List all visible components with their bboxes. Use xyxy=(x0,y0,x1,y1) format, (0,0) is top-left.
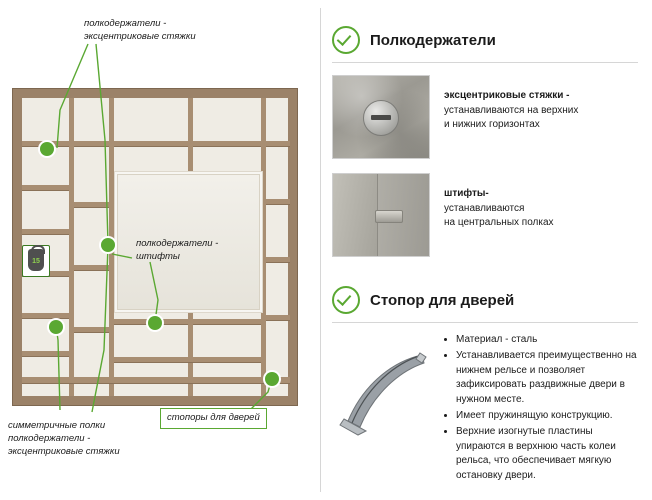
section1-divider xyxy=(332,62,638,63)
door-stopper-icon xyxy=(334,343,430,439)
info-panel xyxy=(332,0,648,500)
shelf xyxy=(266,315,290,320)
wardrobe-diagram-panel xyxy=(0,0,318,500)
check-circle-icon xyxy=(332,286,360,314)
callout-bottom-left-line1: симметричные полки xyxy=(8,420,106,431)
shelf xyxy=(266,199,290,204)
callout-middle xyxy=(136,238,266,264)
callout-middle-line2: штифты xyxy=(136,250,180,262)
shelf xyxy=(22,229,69,234)
section1-header xyxy=(332,26,638,54)
callout-dot-door-stopper xyxy=(265,372,279,386)
callout-top xyxy=(84,18,224,44)
item-cam-lock-bold: эксцентриковые стяжки - xyxy=(444,90,570,101)
callout-dot-center xyxy=(101,238,115,252)
item-shelf-pin-bold: штифты- xyxy=(444,188,489,199)
callout-dot-upper-left xyxy=(40,142,54,156)
bullet-item: • Верхние изогнутые пластины упираются в верхнюю часть колеи рельса, что обеспечивает мягкую остановку двери. xyxy=(456,425,638,484)
item-shelf-pin xyxy=(332,173,638,257)
item-cam-lock xyxy=(332,75,638,159)
item-shelf-pin-text xyxy=(444,173,554,231)
bullet-item: • Имеет пружинящую конструкцию. xyxy=(456,409,638,424)
section-shelf-supports xyxy=(332,26,638,257)
section2-title: Стопор для дверей xyxy=(370,291,515,309)
callout-dot-lower-center xyxy=(148,316,162,330)
shelf xyxy=(74,141,109,146)
callout-bottom-left-line2: полкодержатели - xyxy=(8,432,91,444)
bullet-item: • Устанавливается преимущественно на нижнем рельсе и позволяет зафиксировать раздвижные двери в нужном месте. xyxy=(456,349,638,408)
shelf xyxy=(266,141,290,146)
shelf xyxy=(74,202,109,207)
shelf xyxy=(193,319,261,324)
weight-capacity-badge xyxy=(22,245,50,277)
check-circle-icon xyxy=(332,26,360,54)
item-cam-lock-line2: и нижних горизонтах xyxy=(444,119,540,130)
item-shelf-pin-line1: устанавливаются xyxy=(444,202,525,214)
section1-title: Полкодержатели xyxy=(370,31,496,49)
panel-edge xyxy=(333,174,378,256)
section2-body xyxy=(332,333,638,485)
cam-lock-photo xyxy=(332,75,430,159)
shelf xyxy=(114,141,188,146)
callout-middle-line1: полкодержатели - xyxy=(136,238,219,249)
shelf xyxy=(74,327,109,332)
section2-header xyxy=(332,286,638,314)
cam-lock-icon xyxy=(363,100,399,136)
section2-divider xyxy=(332,322,638,323)
shelf xyxy=(22,185,69,190)
item-cam-lock-text xyxy=(444,75,578,133)
callout-top-line1: полкодержатели - xyxy=(84,18,167,29)
callout-top-line2: эксцентриковые стяжки xyxy=(84,30,196,42)
callout-bottom-left xyxy=(8,420,158,458)
column-divider xyxy=(320,8,321,492)
shelf xyxy=(22,313,69,318)
section-door-stopper xyxy=(332,286,638,485)
shelf xyxy=(266,257,290,262)
shelf xyxy=(193,141,261,146)
bullet-item: • Материал - сталь xyxy=(456,333,638,348)
item-cam-lock-line1: устанавливаются на верхних xyxy=(444,104,579,116)
door-stopper-bullets xyxy=(440,333,638,485)
shelf xyxy=(74,265,109,270)
callout-dot-lower-left xyxy=(49,320,63,334)
callout-door-stoppers: стопоры для дверей xyxy=(160,408,267,429)
shelf xyxy=(22,351,69,356)
shelf-pin-icon xyxy=(375,210,403,223)
door-stopper-illustration xyxy=(332,333,432,443)
shelf xyxy=(114,357,261,362)
weight-value: 15 xyxy=(32,258,40,265)
shelf-pin-photo xyxy=(332,173,430,257)
callout-bottom-left-line3: эксцентриковые стяжки xyxy=(8,445,120,457)
bottom-horizon xyxy=(22,377,290,383)
item-shelf-pin-line2: на центральных полках xyxy=(444,217,554,228)
